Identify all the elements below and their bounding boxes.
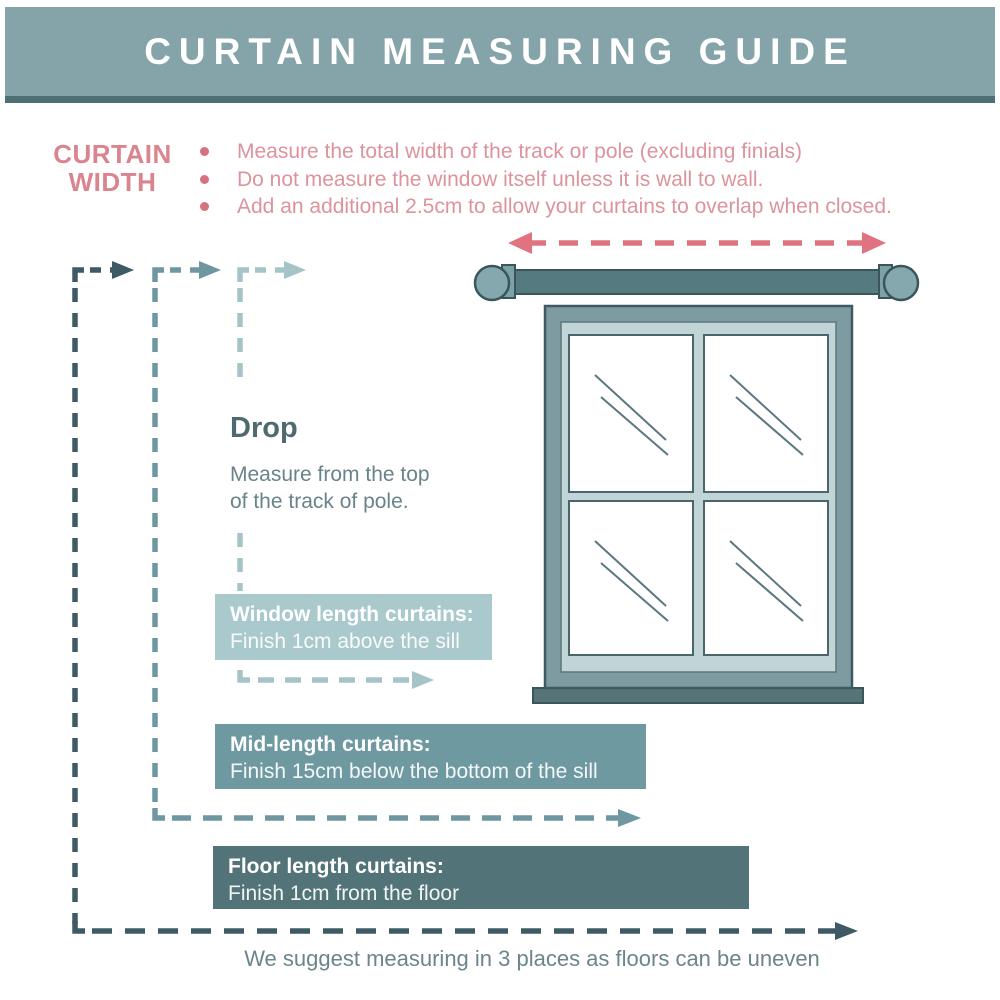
drop-description bbox=[230, 461, 430, 515]
curtain-width-bullet-list bbox=[195, 138, 892, 221]
drop-description-line1: Measure from the top bbox=[230, 463, 430, 486]
window-length-title: Window length curtains: bbox=[230, 603, 474, 626]
bullet-text: Add an additional 2.5cm to allow your curtains to overlap when closed. bbox=[237, 195, 892, 218]
bullet-item bbox=[195, 138, 892, 166]
drop-description-line2: of the track of pole. bbox=[230, 490, 409, 513]
window-length-detail: Finish 1cm above the sill bbox=[230, 630, 460, 653]
drop-heading: Drop bbox=[230, 412, 298, 444]
bullet-item bbox=[195, 166, 892, 194]
floor-length-box bbox=[213, 846, 749, 909]
floor-length-detail: Finish 1cm from the floor bbox=[228, 882, 460, 905]
bullet-dot-icon bbox=[200, 175, 209, 184]
curtain-width-line1: CURTAIN bbox=[53, 139, 172, 169]
bullet-text: Do not measure the window itself unless it is wall to wall. bbox=[237, 167, 764, 191]
page-title: CURTAIN MEASURING GUIDE bbox=[144, 30, 856, 72]
window-length-box bbox=[215, 594, 492, 660]
window-icon bbox=[533, 306, 863, 703]
bullet-dot-icon bbox=[200, 147, 209, 156]
mid-length-title: Mid-length curtains: bbox=[230, 733, 431, 756]
mid-length-box bbox=[215, 724, 646, 789]
bullet-text: Measure the total width of the track or pole (excluding finials) bbox=[237, 140, 802, 163]
curtain-width-heading bbox=[45, 140, 180, 196]
mid-length-detail: Finish 15cm below the bottom of the sill bbox=[230, 760, 598, 783]
track-width-arrow-icon bbox=[508, 232, 886, 254]
footer-note: We suggest measuring in 3 places as floors can be uneven bbox=[244, 946, 820, 971]
bullet-item bbox=[195, 193, 892, 221]
curtain-pole-icon bbox=[475, 265, 918, 300]
curtain-width-line2: WIDTH bbox=[68, 167, 157, 197]
floor-length-title: Floor length curtains: bbox=[228, 855, 444, 878]
bullet-dot-icon bbox=[200, 202, 209, 211]
